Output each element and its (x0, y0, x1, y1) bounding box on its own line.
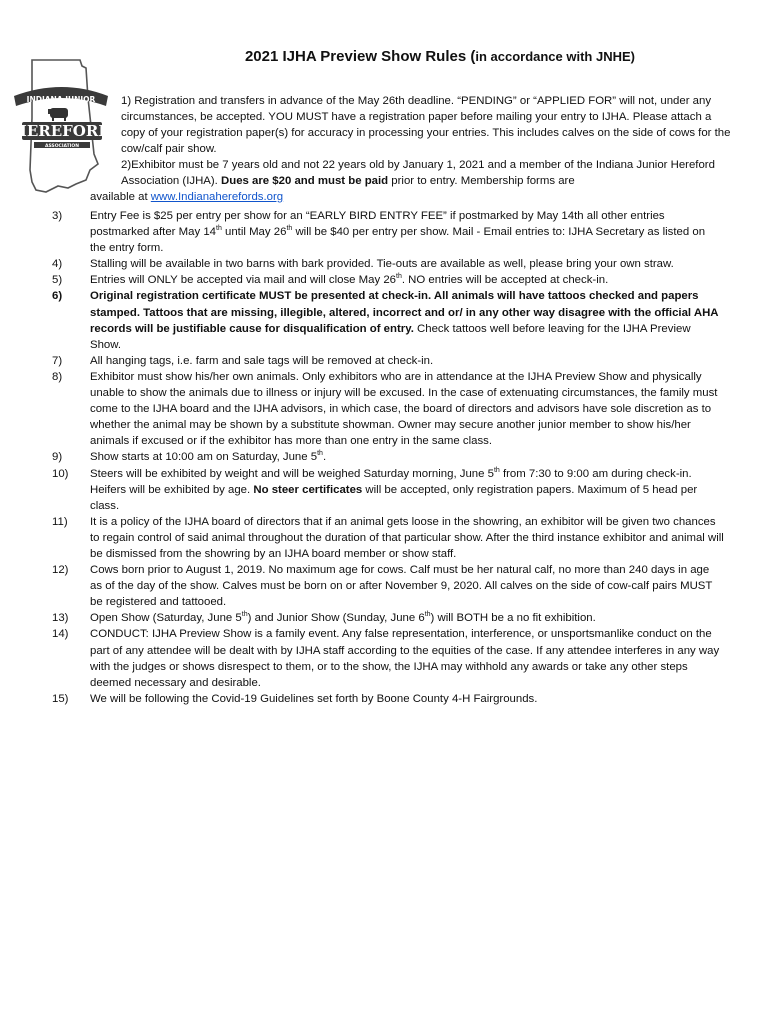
rule-text: We will be following the Covid-19 Guidelines set forth by Boone County 4-H Fairgrounds. (90, 692, 538, 705)
rule-2-continued (90, 189, 730, 205)
rules-list (52, 208, 724, 707)
rule-number: 8) (52, 370, 63, 383)
rule-5 (52, 272, 724, 288)
rule-number: 10) (52, 467, 69, 480)
rule-10 (52, 466, 724, 514)
rule-text: . NO entries will be accepted at check-in. (401, 274, 609, 287)
superscript: th (241, 611, 248, 619)
title-main: 2021 IJHA Preview Show Rules ( (244, 48, 476, 65)
rule-text: Entry Fee is $25 per entry per show for an “EARLY BIRD ENTRY FEE” if postmarked by May 14th all other entries postmarked after May 14 (90, 210, 665, 239)
rule-text: Check tattoos well before leaving for the IJHA Preview Show. (90, 322, 691, 351)
rule-number: 13) (52, 612, 69, 625)
rule-number: 4) (52, 258, 63, 271)
superscript: th (286, 225, 293, 233)
rule-3 (52, 208, 724, 256)
rule-text: until May 26 (221, 226, 287, 239)
rule-11 (52, 514, 724, 562)
rule-14 (52, 626, 724, 690)
rule-text: Stalling will be available in two barns with bark provided. Tie-outs are available as well, please bring your own straw. (90, 258, 674, 271)
rule-text: CONDUCT: IJHA Preview Show is a family event. Any false representation, interference, or unsportsmanlike conduct on the part of any attendee will be dealt with by IJHA staff according to the equities of the case. If any attendee interferes in any way with the judges or shows disrespect to them, or to the show, the IJHA may withhold any awards or take any other steps deemed necessary and desirable. (90, 628, 720, 689)
rule-2-text-end: prior to entry. Membership forms are (388, 175, 575, 188)
rule-number: 14) (52, 628, 69, 641)
rule-text: from 7:30 to 9:00 am during check-in. Heifers will be exhibited by age. (90, 467, 692, 496)
rule-number: 6) (52, 290, 63, 303)
rule-text-bold: No steer certificates (253, 483, 363, 496)
logo-line1: INDIANA JUNIOR (26, 95, 96, 104)
rule-2-text: 2)Exhibitor must be 7 years old and not 22 years old by January 1, 2021 and a member of the Indiana Junior Hereford Association (IJHA). (121, 159, 715, 188)
rule-text: Steers will be exhibited by weight and will be weighed Saturday morning, June 5 (90, 467, 494, 480)
rule-2-bold: Dues are $20 and must be paid (221, 175, 389, 188)
rule-text: will be accepted, only registration papers. Maximum of 5 head per class. (90, 483, 698, 512)
logo-line2: HEREFORD (12, 122, 112, 140)
rule-4 (52, 256, 724, 272)
rule-2-cont-text: available at (90, 191, 151, 203)
rule-text: It is a policy of the IJHA board of directors that if an animal gets loose in the showring, an exhibitor will be given two chances to regain control of said animal throughout the duration of that particular show. After the third instance exhibitor and animal will be dismissed from the showring by an IJHA board member or show staff. (90, 515, 724, 560)
rule-number: 7) (52, 354, 63, 367)
rule-number: 11) (52, 515, 68, 528)
superscript: th (493, 466, 500, 474)
superscript: th (216, 225, 222, 233)
rule-text: . (322, 451, 327, 464)
title-close-paren: ) (630, 49, 636, 64)
superscript: th (317, 450, 323, 458)
rule-number: 9) (52, 451, 63, 464)
rule-number: 5) (52, 274, 63, 287)
rule-13 (52, 610, 724, 626)
superscript: th (396, 273, 402, 281)
title-subtitle: in accordance with JNHE (475, 49, 631, 64)
rule-6 (52, 288, 724, 352)
rule-number: 15) (52, 692, 69, 705)
rule-text: Exhibitor must show his/her own animals. Only exhibitors who are in attendance at the IJHA Preview Show and physically unable to show the animals due to illness or injury will be excused. In the case of extenuating circumstances, the family must come to the IJHA board and the IJHA advisors, in which case, the board of directors and advisors have sole discretion as to whether the animal may be shown by a substitute showman. Owner may secure another junior member to show his/her animals if excused or if the exhibitor has more than one entry in the same class. (90, 370, 718, 448)
rule-text: ) will BOTH be a no fit exhibition. (430, 612, 596, 625)
logo-line3: ASSOCIATION (44, 144, 80, 149)
indianaherefords-link[interactable]: www.Indianaherefords.org (150, 191, 284, 203)
rule-text: All hanging tags, i.e. farm and sale tags will be removed at check-in. (90, 354, 434, 367)
rule-text: will be $40 per entry per show. Mail - Email entries to: IJHA Secretary as listed on the entry form. (90, 226, 706, 255)
rule-2 (121, 157, 731, 189)
rule-text: ) and Junior Show (Sunday, June 6 (247, 612, 425, 625)
rule-1: 1) Registration and transfers in advance of the May 26th deadline. “PENDING” or “APPLIED FOR” will not, under any circumstances, be accepted. YOU MUST have a registration paper before mailing your entry to IJHA. Please attach a copy of your registration paper(s) for accuracy in processing your entries. This includes calves on the side of cows for the cow/calf pair show. (121, 95, 731, 156)
rule-12 (52, 562, 724, 610)
page-title (160, 48, 720, 65)
rule-text: Cows born prior to August 1, 2019. No maximum age for cows. Calf must be her natural calf, no more than 240 days in age as of the day of the show. Calves must be born on or after November 9, 2020. All calves on the side of cow-calf pairs MUST be registered and tattooed. (90, 564, 713, 609)
rule-text: Open Show (Saturday, June 5 (90, 612, 242, 625)
rule-15 (52, 691, 724, 707)
rule-7 (52, 353, 724, 369)
superscript: th (424, 611, 431, 619)
rule-text: Entries will ONLY be accepted via mail and will close May 26 (90, 274, 396, 287)
rule-text: Show starts at 10:00 am on Saturday, June 5 (90, 451, 318, 464)
indiana-junior-hereford-logo (10, 58, 112, 198)
rule-text-bold: Original registration certificate MUST be presented at check-in. All animals will have tattoos checked and papers stamped. Tattoos that are missing, illegible, altered, incorrect and or/ in any other way disagree with the official AHA records will be justifiable cause for disqualification of entry. (90, 290, 719, 335)
rule-number: 3) (52, 210, 63, 222)
rule-9 (52, 449, 724, 465)
rule-number: 12) (52, 564, 69, 577)
rule-8 (52, 369, 724, 449)
